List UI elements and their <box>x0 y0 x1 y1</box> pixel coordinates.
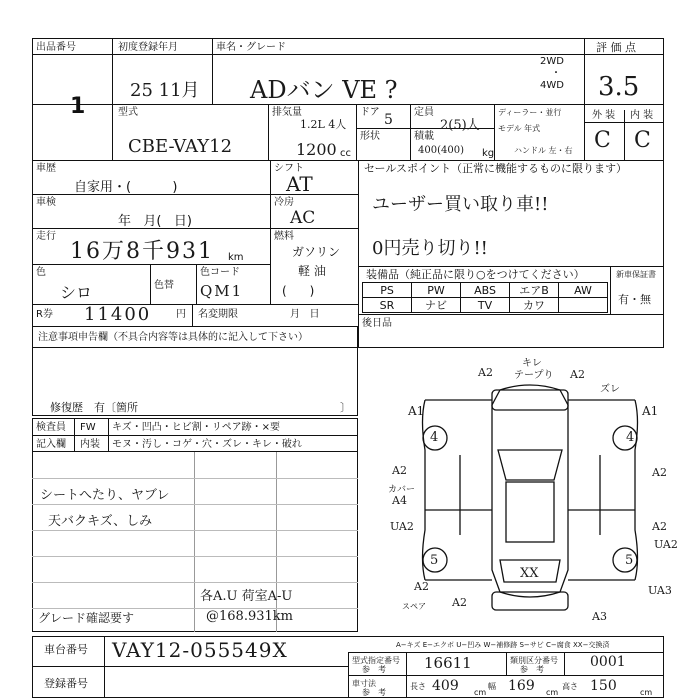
shift-value: AT <box>286 172 313 196</box>
color-value: シロ <box>60 283 93 302</box>
length-value: 409 <box>432 678 459 694</box>
model-value: CBE-VAY12 <box>128 136 233 157</box>
repair-close: 〕 <box>340 401 351 414</box>
lot-number: 1 <box>70 94 86 119</box>
equipment-title: 装備品（純正品に限り○をつけてください） <box>366 268 585 281</box>
shape-label: 形状 <box>360 131 380 142</box>
model-year-label: モデル 年式 <box>498 124 541 133</box>
mark-a1-left: A1 <box>408 404 425 418</box>
doors-value: 5 <box>384 112 393 128</box>
doors-label: ドア <box>360 107 380 118</box>
mark-5-right: 5 <box>625 553 634 568</box>
ac-label: 冷房 <box>274 197 294 208</box>
fuel-diesel: 軽 油 <box>298 264 326 278</box>
mark-tape: テープり <box>514 370 554 381</box>
equip-tv: TV <box>460 297 510 313</box>
class-value: 0001 <box>590 654 626 670</box>
length-label: 長さ <box>410 682 426 691</box>
mark-5-left: 5 <box>430 553 439 568</box>
length-unit: cm <box>474 688 487 697</box>
name-change-label: 名変期限 <box>198 309 238 320</box>
exterior-label: 外 装 <box>592 110 616 121</box>
km-unit: km <box>228 252 244 263</box>
drive-4wd: 4WD <box>540 80 564 91</box>
mark-a3: A3 <box>592 610 607 623</box>
load-value: 400(400) <box>418 145 464 156</box>
cc-unit: cc <box>340 148 351 159</box>
equip-pw: PW <box>411 282 461 298</box>
mark-ua3: UA3 <box>648 584 672 597</box>
mark-a2-right-low: A2 <box>652 520 667 533</box>
history-value: 自家用・( ) <box>74 180 178 195</box>
mark-a1-right: A1 <box>642 404 659 418</box>
drive-2wd: 2WD <box>540 56 564 67</box>
mileage-label: 走行 <box>36 231 56 242</box>
width-unit: cm <box>546 688 559 697</box>
displacement-label: 排気量 <box>272 107 302 118</box>
note-5: @168.931km <box>206 609 293 624</box>
equip-aw: AW <box>558 282 608 298</box>
mark-4-left: 4 <box>430 430 439 445</box>
entry-label: 記入欄 <box>36 439 66 450</box>
kg-unit: kg <box>482 148 495 159</box>
mark-a2-bottom-mid: A2 <box>452 596 467 609</box>
capacity-value: 2(5)人 <box>440 118 480 133</box>
reference-label-2: 参 考 <box>520 665 544 674</box>
height-value: 150 <box>590 678 617 694</box>
shift-label: シフト <box>274 163 304 174</box>
displacement-value: 1200 <box>296 140 337 159</box>
damage-legend: A−キズ E−エクボ U−凹み W−補修跡 S−サビ C−腐食 XX−交換済 <box>396 641 610 649</box>
name-change-value: 月 日 <box>290 309 320 320</box>
mark-xx: XX <box>520 566 539 581</box>
interior-label: 内 装 <box>630 110 654 121</box>
recycle-value: 11400 <box>84 304 152 325</box>
dims-label: 車寸法 <box>352 679 376 688</box>
interior-grade: C <box>634 128 651 153</box>
inspector-label: 検査員 <box>36 422 66 433</box>
dealer-label: ディーラー・並行 <box>498 108 562 117</box>
mark-kire: キレ <box>522 358 542 369</box>
class-label: 類別区分番号 <box>510 656 558 665</box>
new-warranty-label: 新車保証書 <box>616 270 656 279</box>
equip-blank <box>558 297 608 313</box>
color-change-label: 色替 <box>154 280 174 291</box>
int-label: 内装 <box>80 439 100 450</box>
car-name-value: ADバン VE ? <box>250 76 398 104</box>
first-reg-label: 初度登録年月 <box>118 42 178 53</box>
handle-label: ハンドル 左・右 <box>514 146 573 155</box>
fuel-paren: ( ) <box>282 284 315 298</box>
warranty-value: 有・無 <box>618 293 651 306</box>
fuel-label: 燃料 <box>274 231 294 242</box>
exterior-grade: C <box>594 128 611 153</box>
int-items: モヌ・汚し・コゲ・穴・ズレ・キレ・破れ <box>112 439 302 450</box>
mark-cover: カバー <box>388 485 416 495</box>
sales-title: セールスポイント（正常に機能するものに限ります） <box>364 162 628 175</box>
lot-label: 出品番号 <box>36 42 76 53</box>
mark-a2-top-left: A2 <box>478 366 493 379</box>
equip-leather: カワ <box>509 297 559 313</box>
width-label: 幅 <box>488 682 496 691</box>
first-reg-value: 25 11月 <box>130 80 200 101</box>
shaken-value: 年 月( 日) <box>118 214 192 229</box>
note-2: 天バクキズ、しみ <box>48 514 153 529</box>
type-designation-value: 16611 <box>424 654 472 672</box>
equip-navi: ナビ <box>411 297 461 313</box>
caution-label: 注意事項申告欄（不具合内容等は具体的に記入して下さい） <box>38 332 308 343</box>
capacity-label: 定員 <box>414 107 434 118</box>
sales-line-2: 0円売り切り!! <box>372 238 488 259</box>
note-3: 各A.U 荷室A-U <box>200 589 293 604</box>
notes-grid <box>32 452 358 632</box>
repair-label: 修復歴 有〔箇所 <box>50 401 138 414</box>
fw-label: FW <box>80 422 96 433</box>
mileage-value: 16万8千931 <box>70 239 214 264</box>
ac-value: AC <box>290 208 316 228</box>
equip-sr: SR <box>362 297 412 313</box>
note-4: グレード確認要す <box>38 611 135 625</box>
chassis-label: 車台番号 <box>44 643 88 656</box>
fuel-gasoline: ガソリン <box>292 245 341 259</box>
drive-dot: ・ <box>551 68 561 79</box>
fw-items: キズ・凹凸・ヒビ割・リペア跡・×要 <box>112 422 280 433</box>
mark-a2-top-right: A2 <box>570 368 585 381</box>
mark-a2-bottom-left: A2 <box>414 580 429 593</box>
equip-abs: ABS <box>460 282 510 298</box>
note-1: シートへたり、ヤブレ <box>40 488 170 503</box>
height-label: 高さ <box>562 682 578 691</box>
height-unit: cm <box>640 688 653 697</box>
mark-zure: ズレ <box>600 384 620 395</box>
color-code-value: QM1 <box>200 282 244 300</box>
mark-a2-left-mid: A2 <box>392 464 407 477</box>
equip-ps: PS <box>362 282 412 298</box>
history-label: 車歴 <box>36 163 56 174</box>
mark-ua2-left: UA2 <box>390 520 414 533</box>
name-grade-label: 車名・グレード <box>216 42 286 53</box>
mark-a2-right-mid: A2 <box>652 466 667 479</box>
width-value: 169 <box>508 678 535 694</box>
mark-ua2-right: UA2 <box>654 538 678 551</box>
displacement-note: 1.2L 4人 <box>300 118 347 131</box>
mark-spare: スペア <box>402 602 426 611</box>
reference-label-1: 参 考 <box>362 665 386 674</box>
chassis-value: VAY12-055549X <box>112 638 288 662</box>
load-label: 積載 <box>414 131 434 142</box>
model-label: 型式 <box>118 107 138 118</box>
color-code-label: 色コード <box>200 267 240 278</box>
reference-label-3: 参 考 <box>362 688 386 697</box>
sales-line-1: ユーザー買い取り車!! <box>372 194 549 215</box>
eval-label: 評 価 点 <box>596 41 636 54</box>
type-designation-label: 型式指定番号 <box>352 656 400 665</box>
shaken-label: 車検 <box>36 197 56 208</box>
reg-label: 登録番号 <box>44 677 88 690</box>
recycle-unit: 円 <box>176 309 186 320</box>
rear-seat-label: 後日品 <box>362 318 392 329</box>
color-label: 色 <box>36 267 46 278</box>
recycle-label: R券 <box>36 309 53 320</box>
equip-airbag: エアB <box>509 282 559 298</box>
mark-a4: A4 <box>392 494 407 507</box>
score-value: 3.5 <box>598 72 640 102</box>
mark-4-right: 4 <box>626 430 635 445</box>
